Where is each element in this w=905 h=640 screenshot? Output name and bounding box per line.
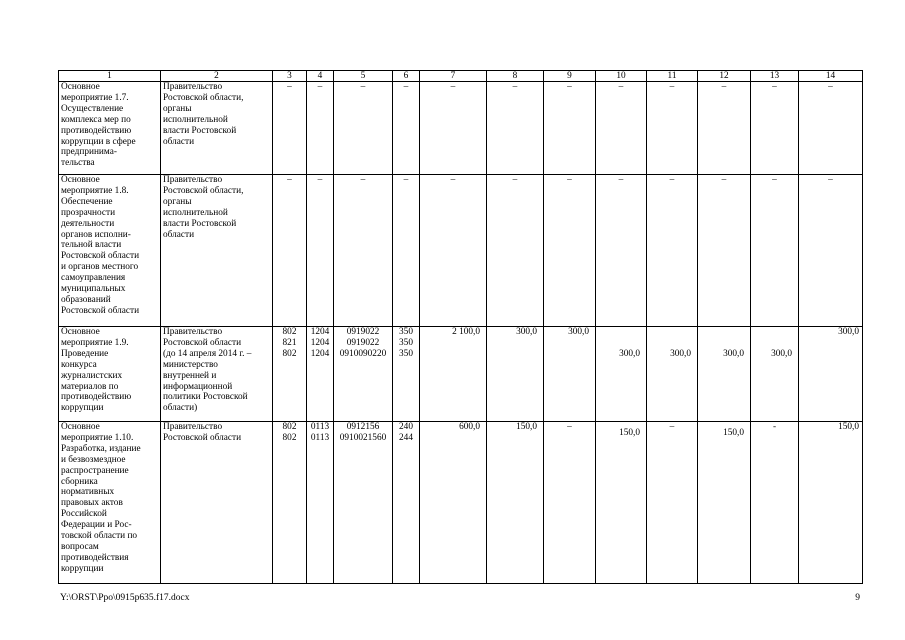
grbs-code: 821 <box>282 337 297 348</box>
amount-total: 2 100,0 <box>420 327 487 422</box>
dash-cell: – <box>307 175 334 327</box>
column-number: 4 <box>307 71 334 82</box>
amount-year-cell <box>596 327 647 422</box>
column-number: 3 <box>273 71 307 82</box>
dash-cell: – <box>596 82 647 175</box>
amount-year: 150,0 <box>799 422 863 584</box>
grbs-code-cell <box>273 422 307 584</box>
section-code: 0113 <box>310 422 330 432</box>
grbs-code: 802 <box>282 348 297 359</box>
measure-name: Основное мероприятие 1.8. Обеспечение прозрачности деятельности органов исполни- тельной власти Ростовской области и органов местного самоуправления муниципальных образований Ростовской области <box>59 175 161 327</box>
column-number: 13 <box>751 71 799 82</box>
dash-cell: – <box>596 175 647 327</box>
amount-year: 300,0 <box>670 348 691 359</box>
dash-cell: – <box>334 82 393 175</box>
dash-cell: – <box>420 82 487 175</box>
column-number-row <box>59 71 863 82</box>
target-code: 0919022 <box>346 337 380 348</box>
expense-type-code: 350 <box>399 348 413 359</box>
file-path: Y:\ORST\Ppo\0915p635.f17.docx <box>60 593 190 603</box>
dash-cell: – <box>420 175 487 327</box>
amount-year-cell <box>596 422 647 584</box>
grbs-code: 802 <box>282 327 297 337</box>
executor: Правительство Ростовской области (до 14 апреля 2014 г. – министерство внутренней и информационной политики Ростовской области) <box>161 327 273 422</box>
section-code: 1204 <box>310 348 330 359</box>
grbs-code: 802 <box>282 432 297 443</box>
amount-year: – <box>544 422 596 584</box>
dash-cell: – <box>647 82 698 175</box>
dash-cell: – <box>751 82 799 175</box>
amount-year-cell <box>698 327 751 422</box>
page-number: 9 <box>855 593 860 603</box>
target-code-cell <box>334 422 393 584</box>
column-number: 2 <box>161 71 273 82</box>
page-footer <box>60 591 862 605</box>
column-number: 11 <box>647 71 698 82</box>
dash-cell: – <box>487 82 544 175</box>
column-number: 12 <box>698 71 751 82</box>
section-code-cell <box>307 422 334 584</box>
document-page <box>58 70 862 584</box>
dash-cell: – <box>799 82 863 175</box>
expense-type-code: 240 <box>399 422 413 432</box>
dash-cell: – <box>307 82 334 175</box>
amount-year-cell <box>751 327 799 422</box>
column-number: 9 <box>544 71 596 82</box>
measure-name: Основное мероприятие 1.9. Проведение конкурса журналистских материалов по противодействию коррупции <box>59 327 161 422</box>
section-code-cell <box>307 327 334 422</box>
column-number: 1 <box>59 71 161 82</box>
section-code: 0113 <box>310 432 330 443</box>
amount-year: 150,0 <box>619 427 640 438</box>
dash-cell: – <box>647 175 698 327</box>
amount-year: 300,0 <box>619 348 640 359</box>
amount-year: - <box>751 422 799 584</box>
table-row <box>59 422 863 584</box>
measure-name: Основное мероприятие 1.10. Разработка, издание и безвозмездное распространение сборника нормативных правовых актов Российской Федерации и Рос- товской области по вопросам противодействия коррупции <box>59 422 161 584</box>
grbs-code: 802 <box>282 422 297 432</box>
target-code-cell <box>334 327 393 422</box>
expense-type-code: 350 <box>399 327 413 337</box>
dash-cell: – <box>544 82 596 175</box>
dash-cell: – <box>544 175 596 327</box>
column-number: 5 <box>334 71 393 82</box>
amount-year: 300,0 <box>723 348 744 359</box>
measure-name: Основное мероприятие 1.7. Осуществление комплекса мер по противодействию коррупции в сфере предпринима- тельства <box>59 82 161 175</box>
dash-cell: – <box>273 175 307 327</box>
target-code: 0910090220 <box>339 348 387 359</box>
dash-cell: – <box>393 175 420 327</box>
executor: Правительство Ростовской области, органы исполнительной власти Ростовской области <box>161 175 273 327</box>
dash-cell: – <box>487 175 544 327</box>
column-number: 14 <box>799 71 863 82</box>
budget-table <box>58 70 863 584</box>
section-code: 1204 <box>310 327 330 337</box>
expense-type-cell <box>393 422 420 584</box>
dash-cell: – <box>698 82 751 175</box>
dash-cell: – <box>751 175 799 327</box>
dash-cell: – <box>273 82 307 175</box>
amount-year: 150,0 <box>487 422 544 584</box>
amount-year-cell <box>698 422 751 584</box>
grbs-code-cell <box>273 327 307 422</box>
amount-year: 150,0 <box>723 427 744 438</box>
amount-year: 300,0 <box>487 327 544 422</box>
expense-type-code: 244 <box>399 432 413 443</box>
expense-type-code: 350 <box>399 337 413 348</box>
amount-year: – <box>647 422 698 584</box>
amount-year: 300,0 <box>799 327 863 422</box>
amount-year: 300,0 <box>771 348 792 359</box>
target-code: 0912156 <box>346 422 380 432</box>
executor: Правительство Ростовской области <box>161 422 273 584</box>
amount-year: 300,0 <box>544 327 596 422</box>
table-row <box>59 327 863 422</box>
amount-total: 600,0 <box>420 422 487 584</box>
target-code: 0919022 <box>346 327 380 337</box>
table-row <box>59 82 863 175</box>
amount-year-cell <box>647 327 698 422</box>
table-row <box>59 175 863 327</box>
column-number: 8 <box>487 71 544 82</box>
column-number: 7 <box>420 71 487 82</box>
column-number: 6 <box>393 71 420 82</box>
dash-cell: – <box>698 175 751 327</box>
section-code: 1204 <box>310 337 330 348</box>
dash-cell: – <box>334 175 393 327</box>
target-code: 0910021560 <box>339 432 387 443</box>
dash-cell: – <box>799 175 863 327</box>
dash-cell: – <box>393 82 420 175</box>
column-number: 10 <box>596 71 647 82</box>
executor: Правительство Ростовской области, органы исполнительной власти Ростовской области <box>161 82 273 175</box>
expense-type-cell <box>393 327 420 422</box>
